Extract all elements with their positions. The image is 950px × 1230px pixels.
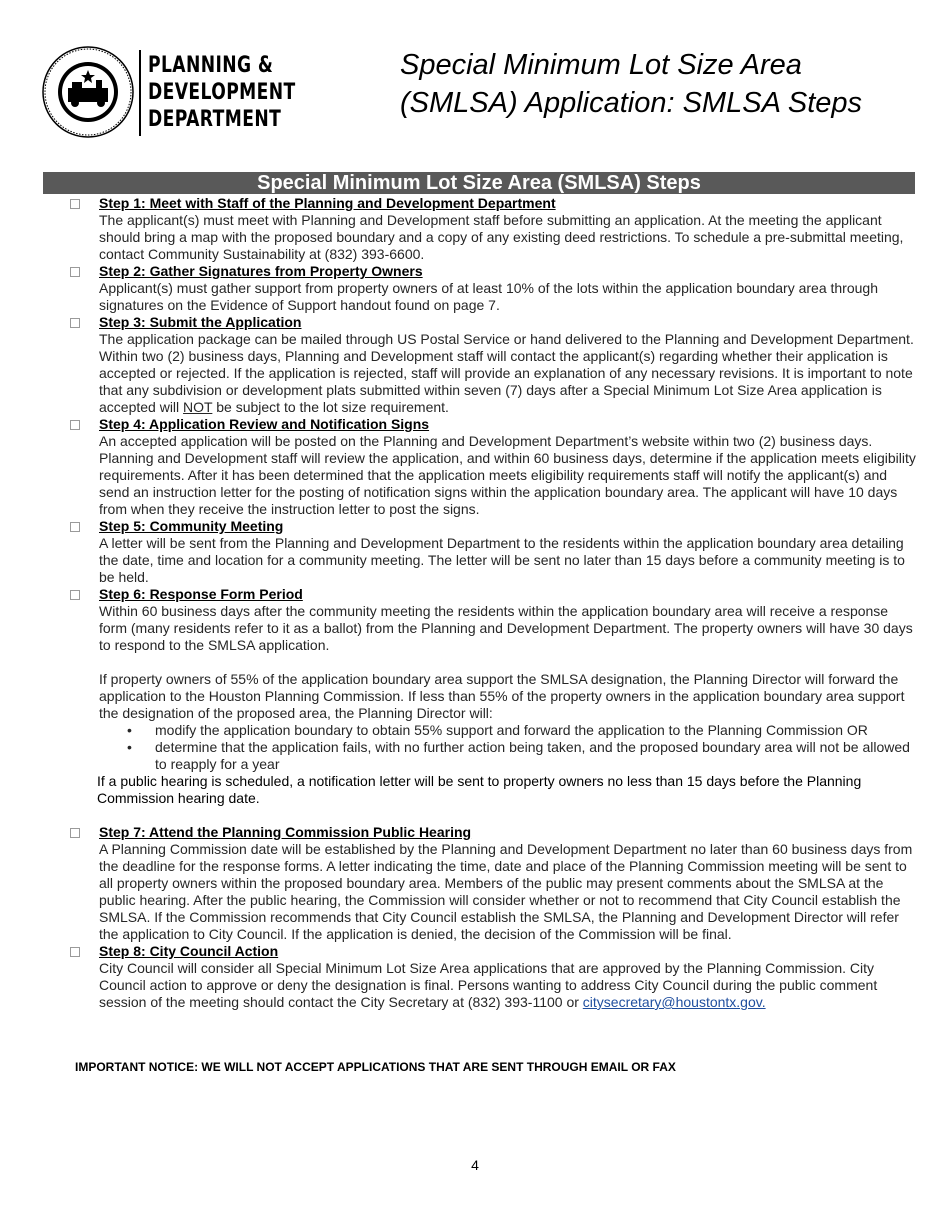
bullet-icon: •: [127, 722, 132, 738]
step-8-body-text: City Council will consider all Special Minimum Lot Size Area applications that are approved by the Planning Commission. City Council action to approve or deny the designation is final. Persons wanting to address City Council during the public comment session of the meeting should contact the City Secretary at (832) 393-1100 or: [99, 960, 878, 1010]
step-6-support-text: If property owners of 55% of the application boundary area support the SMLSA designation, the Planning Director will forward the application to the Houston Planning Commission. If less than 55% of the property owners in the application boundary area support the designation of the proposed area, the Planning Director will:: [99, 671, 905, 721]
step-3: [0, 314, 950, 416]
step-2: [0, 263, 950, 314]
step-3-body-text: The application package can be mailed through US Postal Service or hand delivered to the Planning and Development Department. Within two (2) business days, Planning and Development staff will contact the applicant(s) regarding whether their application is accepted or rejected. If the application is rejected, staff will provide an explanation of any necessary revisions. It is important to note that any subdivision or development plats submitted within seven (7) days after a Special Minimum Lot Size Area application is accepted will: [99, 331, 914, 415]
department-line-1: PLANNING &: [148, 53, 274, 78]
step-8-title: Step 8: City Council Action: [99, 943, 279, 959]
step-6: [0, 586, 950, 824]
step-8-body: [99, 960, 917, 1011]
step-4-checkbox[interactable]: [70, 420, 80, 430]
step-6-checkbox[interactable]: [70, 590, 80, 600]
step-3-body: [99, 331, 917, 416]
step-3-title: Step 3: Submit the Application: [99, 314, 302, 330]
step-6-hearing-note: If a public hearing is scheduled, a notification letter will be sent to property owners no less than 15 days before the Planning Commission hearing date.: [97, 773, 862, 806]
step-6-title: Step 6: Response Form Period: [99, 586, 303, 602]
page-number: 4: [471, 1157, 479, 1173]
step-6-options: [99, 722, 917, 773]
step-7-checkbox[interactable]: [70, 828, 80, 838]
step-7: [0, 824, 950, 943]
list-item: [99, 722, 917, 739]
step-5-body: A letter will be sent from the Planning and Development Department to the residents within the application boundary area detailing the date, time and location for a community meeting. The letter will be sent no later than 15 days before a community meeting is to be held.: [99, 535, 905, 585]
step-5-checkbox[interactable]: [70, 522, 80, 532]
bullet-icon: •: [127, 739, 132, 755]
city-of-houston-seal: [42, 46, 134, 138]
step-5-title: Step 5: Community Meeting: [99, 518, 284, 534]
option-text: modify the application boundary to obtain 55% support and forward the application to the Planning Commission OR: [155, 722, 868, 738]
step-5: [0, 518, 950, 586]
step-3-emphasis: NOT: [183, 399, 213, 415]
document-title-line-1: Special Minimum Lot Size Area: [400, 49, 802, 81]
step-3-body-text-end: be subject to the lot size requirement.: [216, 399, 449, 415]
step-1-checkbox[interactable]: [70, 199, 80, 209]
step-4-title: Step 4: Application Review and Notification Signs: [99, 416, 430, 432]
steps-list: [0, 195, 950, 1011]
step-8: [0, 943, 950, 1011]
list-item: [99, 739, 917, 773]
step-2-checkbox[interactable]: [70, 267, 80, 277]
step-6-response-text: Within 60 business days after the community meeting the residents within the application boundary area will receive a response form (many residents refer to it as a ballot) from the Planning and Development Department. The property owners will have 30 days to respond to the SMLSA application.: [99, 603, 913, 653]
step-1-title: Step 1: Meet with Staff of the Planning and Development Department: [99, 195, 556, 211]
section-heading: Special Minimum Lot Size Area (SMLSA) Steps: [43, 172, 915, 194]
department-line-2: DEVELOPMENT: [148, 80, 296, 105]
step-1: [0, 195, 950, 263]
step-4: [0, 416, 950, 518]
step-8-checkbox[interactable]: [70, 947, 80, 957]
document-title-line-2: (SMLSA) Application: SMLSA Steps: [400, 87, 863, 119]
step-4-body: An accepted application will be posted on the Planning and Development Department’s website within two (2) business days. Planning and Development staff will review the application, and within 60 business days, determine if the application meets eligibility requirements. After it has been determined that the application meets eligibility requirements staff will notify the applicant(s) and send an instruction letter for the posting of notification signs within the application boundary area. The applicant will have 10 days from when they receive the instruction letter to post the signs.: [99, 433, 916, 517]
page-header: [0, 0, 950, 165]
step-2-body: Applicant(s) must gather support from property owners of at least 10% of the lots within the application boundary area through signatures on the Evidence of Support handout found on page 7.: [99, 280, 878, 313]
step-6-body: [99, 603, 917, 773]
step-7-body: A Planning Commission date will be established by the Planning and Development Department no later than 60 business days from the deadline for the response forms. A letter indicating the time, date and place of the Planning Commission meeting will be sent to all property owners within the proposed boundary area. Members of the public may present comments about the SMLSA at the public hearing. After the public hearing, the Commission will consider whether or not to recommend that City Council establish the SMLSA. If the Commission recommends that City Council establish the SMLSA, the Planning and Development Director will refer the application to City Council. If the application is denied, the decision of the Commission will be final.: [99, 841, 913, 942]
step-3-checkbox[interactable]: [70, 318, 80, 328]
city-secretary-email-link[interactable]: citysecretary@houstontx.gov.: [582, 994, 766, 1010]
document-title: [400, 46, 862, 122]
step-1-body: The applicant(s) must meet with Planning and Development staff before submitting an application. At the meeting the applicant should bring a map with the proposed boundary and a copy of any existing deed restrictions. To schedule a pre-submittal meeting, contact Community Sustainability at (832) 393-6600.: [99, 212, 904, 262]
important-notice: IMPORTANT NOTICE: WE WILL NOT ACCEPT APPLICATIONS THAT ARE SENT THROUGH EMAIL OR FAX: [75, 1060, 676, 1074]
option-text: determine that the application fails, with no further action being taken, and the proposed boundary area will not be allowed to reapply for a year: [155, 739, 910, 772]
header-divider: [139, 50, 141, 136]
step-2-title: Step 2: Gather Signatures from Property Owners: [99, 263, 423, 279]
department-name: [148, 52, 296, 133]
department-line-3: DEPARTMENT: [148, 107, 282, 132]
step-7-title: Step 7: Attend the Planning Commission Public Hearing: [99, 824, 472, 840]
